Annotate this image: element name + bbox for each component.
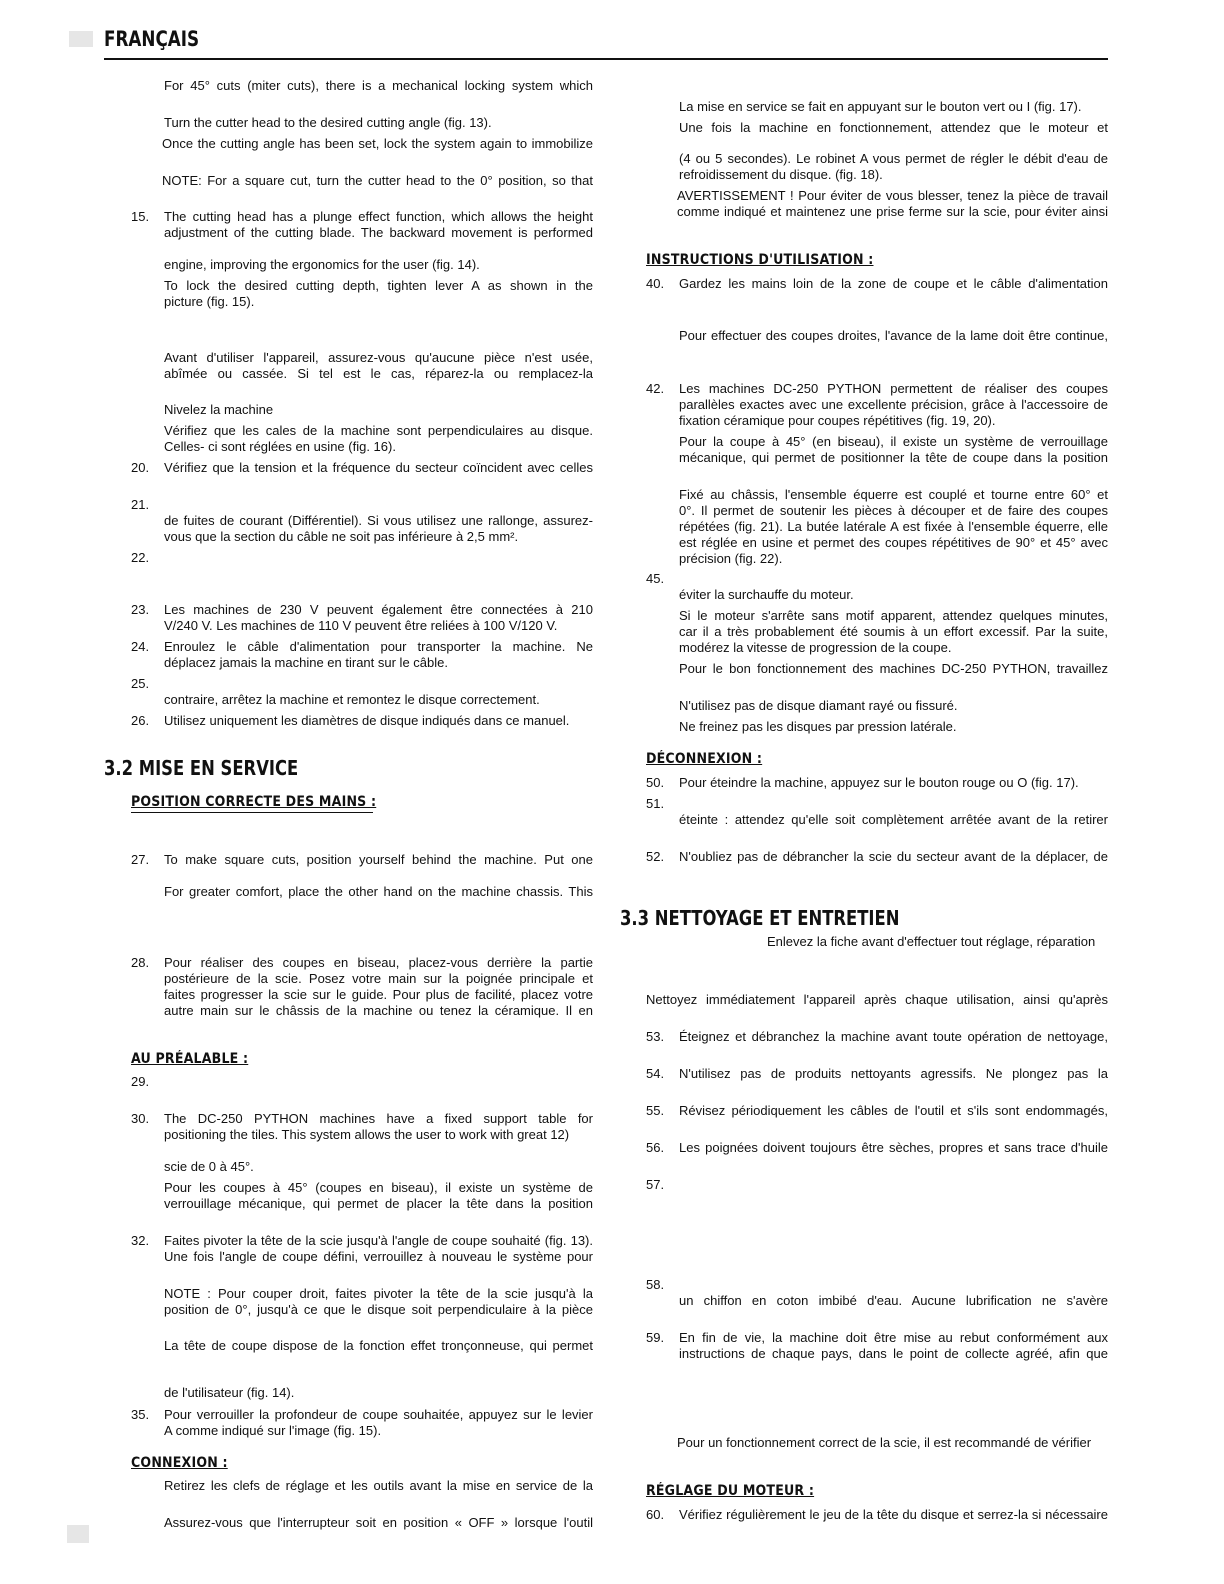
paragraph: précision (fig. 22). xyxy=(679,551,783,566)
paragraph: Ne freinez pas les disques par pression latérale. xyxy=(679,719,957,734)
item-number: 54. xyxy=(646,1066,665,1081)
paragraph: Pour éteindre la machine, appuyez sur le bouton rouge ou O (fig. 17). xyxy=(679,775,1079,790)
paragraph: Retirez les clefs de réglage et les outils avant la mise en service de la xyxy=(164,1478,593,1493)
paragraph: Gardez les mains loin de la zone de coupe et le câble d'alimentation xyxy=(679,276,1108,291)
paragraph: Pour effectuer des coupes droites, l'avance de la lame doit être continue, xyxy=(679,328,1108,343)
paragraph: Faites pivoter la tête de la scie jusqu'à l'angle de coupe souhaité (fig. 13). xyxy=(164,1233,593,1248)
item-number: 55. xyxy=(646,1103,665,1118)
item-number: 42. xyxy=(646,381,665,396)
paragraph: Turn the cutter head to the desired cutting angle (fig. 13). xyxy=(164,115,492,130)
paragraph: Éteignez et débranchez la machine avant toute opération de nettoyage, xyxy=(679,1029,1108,1044)
paragraph: Pour verrouiller la profondeur de coupe souhaitée, appuyez sur le levier xyxy=(164,1407,593,1422)
paragraph: Nettoyez immédiatement l'appareil après chaque utilisation, ainsi qu'après xyxy=(646,992,1108,1007)
paragraph: Pour réaliser des coupes en biseau, placez-vous derrière la partie xyxy=(164,955,593,970)
item-number: 28. xyxy=(131,955,150,970)
paragraph: vous que la section du câble ne soit pas inférieure à 2,5 mm². xyxy=(164,529,519,544)
item-number: 26. xyxy=(131,713,150,728)
paragraph: Les machines DC-250 PYTHON permettent de réaliser des coupes xyxy=(679,381,1108,396)
paragraph: contraire, arrêtez la machine et remontez le disque correctement. xyxy=(164,692,540,707)
paragraph: Nivelez la machine xyxy=(164,402,274,417)
paragraph: car il a très probablement été soumis à un effort excessif. Par la suite, xyxy=(679,624,1108,639)
paragraph: Une fois la machine en fonctionnement, attendez que le moteur et xyxy=(679,120,1108,135)
paragraph: autre main sur le châssis de la machine ou tenez la céramique. Il en xyxy=(164,1003,593,1018)
paragraph: NOTE : Pour couper droit, faites pivoter la tête de la scie jusqu'à la xyxy=(164,1286,593,1301)
item-number: 53. xyxy=(646,1029,665,1044)
header-rule xyxy=(104,58,1108,60)
paragraph: Pour les coupes à 45° (coupes en biseau), il existe un système de xyxy=(164,1180,593,1195)
paragraph: Once the cutting angle has been set, lock the system again to immobilize xyxy=(162,136,593,151)
paragraph: Vérifiez que les cales de la machine sont perpendiculaires au disque. xyxy=(164,423,593,438)
section-heading: 3.3 NETTOYAGE ET ENTRETIEN xyxy=(620,906,900,930)
paragraph: En fin de vie, la machine doit être mise au rebut conformément aux xyxy=(679,1330,1108,1345)
paragraph: comme indiqué et maintenez une prise ferme sur la scie, pour éviter ainsi xyxy=(677,204,1108,219)
paragraph: To make square cuts, position yourself behind the machine. Put one xyxy=(164,852,593,867)
item-number: 56. xyxy=(646,1140,665,1155)
paragraph: abîmée ou cassée. Si tel est le cas, réparez-la ou remplacez-la xyxy=(164,366,593,381)
paragraph: (4 ou 5 secondes). Le robinet A vous permet de régler le débit d'eau de xyxy=(679,151,1108,166)
item-number: 27. xyxy=(131,852,150,867)
paragraph: Enroulez le câble d'alimentation pour transporter la machine. Ne xyxy=(164,639,593,654)
paragraph: un chiffon en coton imbibé d'eau. Aucune lubrification ne s'avère xyxy=(679,1293,1108,1308)
item-number: 52. xyxy=(646,849,665,864)
paragraph: A comme indiqué sur l'image (fig. 15). xyxy=(164,1423,382,1438)
paragraph: de fuites de courant (Différentiel). Si vous utilisez une rallonge, assurez- xyxy=(164,513,593,528)
paragraph: verrouillage mécanique, qui permet de placer la tête dans la position xyxy=(164,1196,593,1211)
paragraph: éviter la surchauffe du moteur. xyxy=(679,587,854,602)
paragraph: Pour un fonctionnement correct de la scie, il est recommandé de vérifier xyxy=(677,1435,1092,1450)
paragraph: For greater comfort, place the other hand on the machine chassis. This xyxy=(164,884,593,899)
paragraph: postérieure de la scie. Posez votre main sur la poignée principale et xyxy=(164,971,593,986)
paragraph: faites progresser la scie sur le guide. Pour plus de facilité, placez votre xyxy=(164,987,593,1002)
paragraph: Les poignées doivent toujours être sèches, propres et sans trace d'huile xyxy=(679,1140,1108,1155)
paragraph: mécanique, qui permet de positionner la tête de coupe dans la position xyxy=(679,450,1108,465)
paragraph: Si le moteur s'arrête sans motif apparent, attendez quelques minutes, xyxy=(679,608,1108,623)
item-number: 30. xyxy=(131,1111,150,1126)
paragraph: The DC-250 PYTHON machines have a fixed support table for xyxy=(164,1111,593,1126)
paragraph: Les machines de 230 V peuvent également être connectées à 210 xyxy=(164,602,593,617)
paragraph: Vérifiez régulièrement le jeu de la tête du disque et serrez-la si nécessaire xyxy=(679,1507,1108,1522)
paragraph: modérez la vitesse de progression de la coupe. xyxy=(679,640,952,655)
paragraph: fixation céramique pour coupes répétitives (fig. 19, 20). xyxy=(679,413,996,428)
item-number: 35. xyxy=(131,1407,150,1422)
item-number: 15. xyxy=(131,209,150,224)
subsection-heading: POSITION CORRECTE DES MAINS : xyxy=(131,794,377,810)
paragraph: Celles- ci sont réglées en usine (fig. 16). xyxy=(164,439,396,454)
paragraph: La tête de coupe dispose de la fonction effet tronçonneuse, qui permet xyxy=(164,1338,593,1353)
footer-marker xyxy=(67,1525,89,1543)
paragraph: La mise en service se fait en appuyant sur le bouton vert ou I (fig. 17). xyxy=(679,99,1082,114)
paragraph: N'utilisez pas de produits nettoyants agressifs. Ne plongez pas la xyxy=(679,1066,1108,1081)
item-number: 22. xyxy=(131,550,150,565)
paragraph: scie de 0 à 45°. xyxy=(164,1159,254,1174)
item-number: 51. xyxy=(646,796,665,811)
section-heading: 3.2 MISE EN SERVICE xyxy=(104,756,299,780)
item-number: 59. xyxy=(646,1330,665,1345)
paragraph: For 45° cuts (miter cuts), there is a mechanical locking system which xyxy=(164,78,593,93)
item-number: 58. xyxy=(646,1277,665,1292)
item-number: 32. xyxy=(131,1233,150,1248)
paragraph: répétées (fig. 21). La butée latérale A est fixée à l'ensemble équerre, elle xyxy=(679,519,1108,534)
paragraph: Fixé au châssis, l'ensemble équerre est couplé et tourne entre 60° et xyxy=(679,487,1108,502)
paragraph: Enlevez la fiche avant d'effectuer tout réglage, réparation xyxy=(767,934,1096,949)
item-number: 24. xyxy=(131,639,150,654)
paragraph: déplacez jamais la machine en tirant sur le câble. xyxy=(164,655,448,670)
item-number: 20. xyxy=(131,460,150,475)
paragraph: est réglée en usine et permet des coupes répétitives de 90° et 45° avec xyxy=(679,535,1108,550)
paragraph: Pour la coupe à 45° (en biseau), il existe un système de verrouillage xyxy=(679,434,1108,449)
paragraph: position de 0°, jusqu'à ce que le disque soit perpendiculaire à la pièce xyxy=(164,1302,593,1317)
paragraph: 0°. Il permet de soutenir les pièces à découper et de faire des coupes xyxy=(679,503,1108,518)
item-number: 57. xyxy=(646,1177,665,1192)
paragraph: picture (fig. 15). xyxy=(164,294,255,309)
item-number: 23. xyxy=(131,602,150,617)
paragraph: NOTE: For a square cut, turn the cutter head to the 0° position, so that xyxy=(162,173,593,188)
paragraph: Pour le bon fonctionnement des machines DC-250 PYTHON, travaillez xyxy=(679,661,1108,676)
item-number: 50. xyxy=(646,775,665,790)
subsection-heading: RÉGLAGE DU MOTEUR : xyxy=(646,1483,815,1499)
header-marker xyxy=(69,31,93,47)
paragraph: positioning the tiles. This system allows the user to work with great 12) xyxy=(164,1127,570,1142)
paragraph: N'utilisez pas de disque diamant rayé ou fissuré. xyxy=(679,698,958,713)
paragraph: V/240 V. Les machines de 110 V peuvent être reliées à 100 V/120 V. xyxy=(164,618,558,633)
paragraph: Assurez-vous que l'interrupteur soit en position « OFF » lorsque l'outil xyxy=(164,1515,593,1530)
paragraph: N'oubliez pas de débrancher la scie du secteur avant de la déplacer, de xyxy=(679,849,1108,864)
paragraph: The cutting head has a plunge effect function, which allows the height xyxy=(164,209,593,224)
header-language: FRANÇAIS xyxy=(104,27,200,51)
item-number: 60. xyxy=(646,1507,665,1522)
paragraph: instructions de chaque pays, dans le point de collecte agréé, afin que xyxy=(679,1346,1108,1361)
subsection-heading: AU PRÉALABLE : xyxy=(131,1051,249,1067)
paragraph: AVERTISSEMENT ! Pour éviter de vous blesser, tenez la pièce de travail xyxy=(677,188,1108,203)
paragraph: refroidissement du disque. (fig. 18). xyxy=(679,167,883,182)
heading-underline xyxy=(131,812,373,813)
subsection-heading: DÉCONNEXION : xyxy=(646,751,763,767)
paragraph: Utilisez uniquement les diamètres de disque indiqués dans ce manuel. xyxy=(164,713,570,728)
item-number: 21. xyxy=(131,497,150,512)
item-number: 25. xyxy=(131,676,150,691)
subsection-heading: INSTRUCTIONS D'UTILISATION : xyxy=(646,252,874,268)
paragraph: Une fois l'angle de coupe défini, verrouillez à nouveau le système pour xyxy=(164,1249,593,1264)
item-number: 45. xyxy=(646,571,665,586)
paragraph: parallèles exactes avec une excellente précision, grâce à l'accessoire de xyxy=(679,397,1108,412)
item-number: 29. xyxy=(131,1074,150,1089)
paragraph: Révisez périodiquement les câbles de l'outil et s'ils sont endommagés, xyxy=(679,1103,1108,1118)
paragraph: Avant d'utiliser l'appareil, assurez-vous qu'aucune pièce n'est usée, xyxy=(164,350,593,365)
paragraph: de l'utilisateur (fig. 14). xyxy=(164,1385,295,1400)
paragraph: adjustment of the cutting blade. The backward movement is performed xyxy=(164,225,593,240)
paragraph: éteinte : attendez qu'elle soit complètement arrêtée avant de la retirer xyxy=(679,812,1108,827)
paragraph: Vérifiez que la tension et la fréquence du secteur coïncident avec celles xyxy=(164,460,593,475)
subsection-heading: CONNEXION : xyxy=(131,1455,228,1471)
paragraph: engine, improving the ergonomics for the user (fig. 14). xyxy=(164,257,480,272)
item-number: 40. xyxy=(646,276,665,291)
paragraph: To lock the desired cutting depth, tighten lever A as shown in the xyxy=(164,278,593,293)
